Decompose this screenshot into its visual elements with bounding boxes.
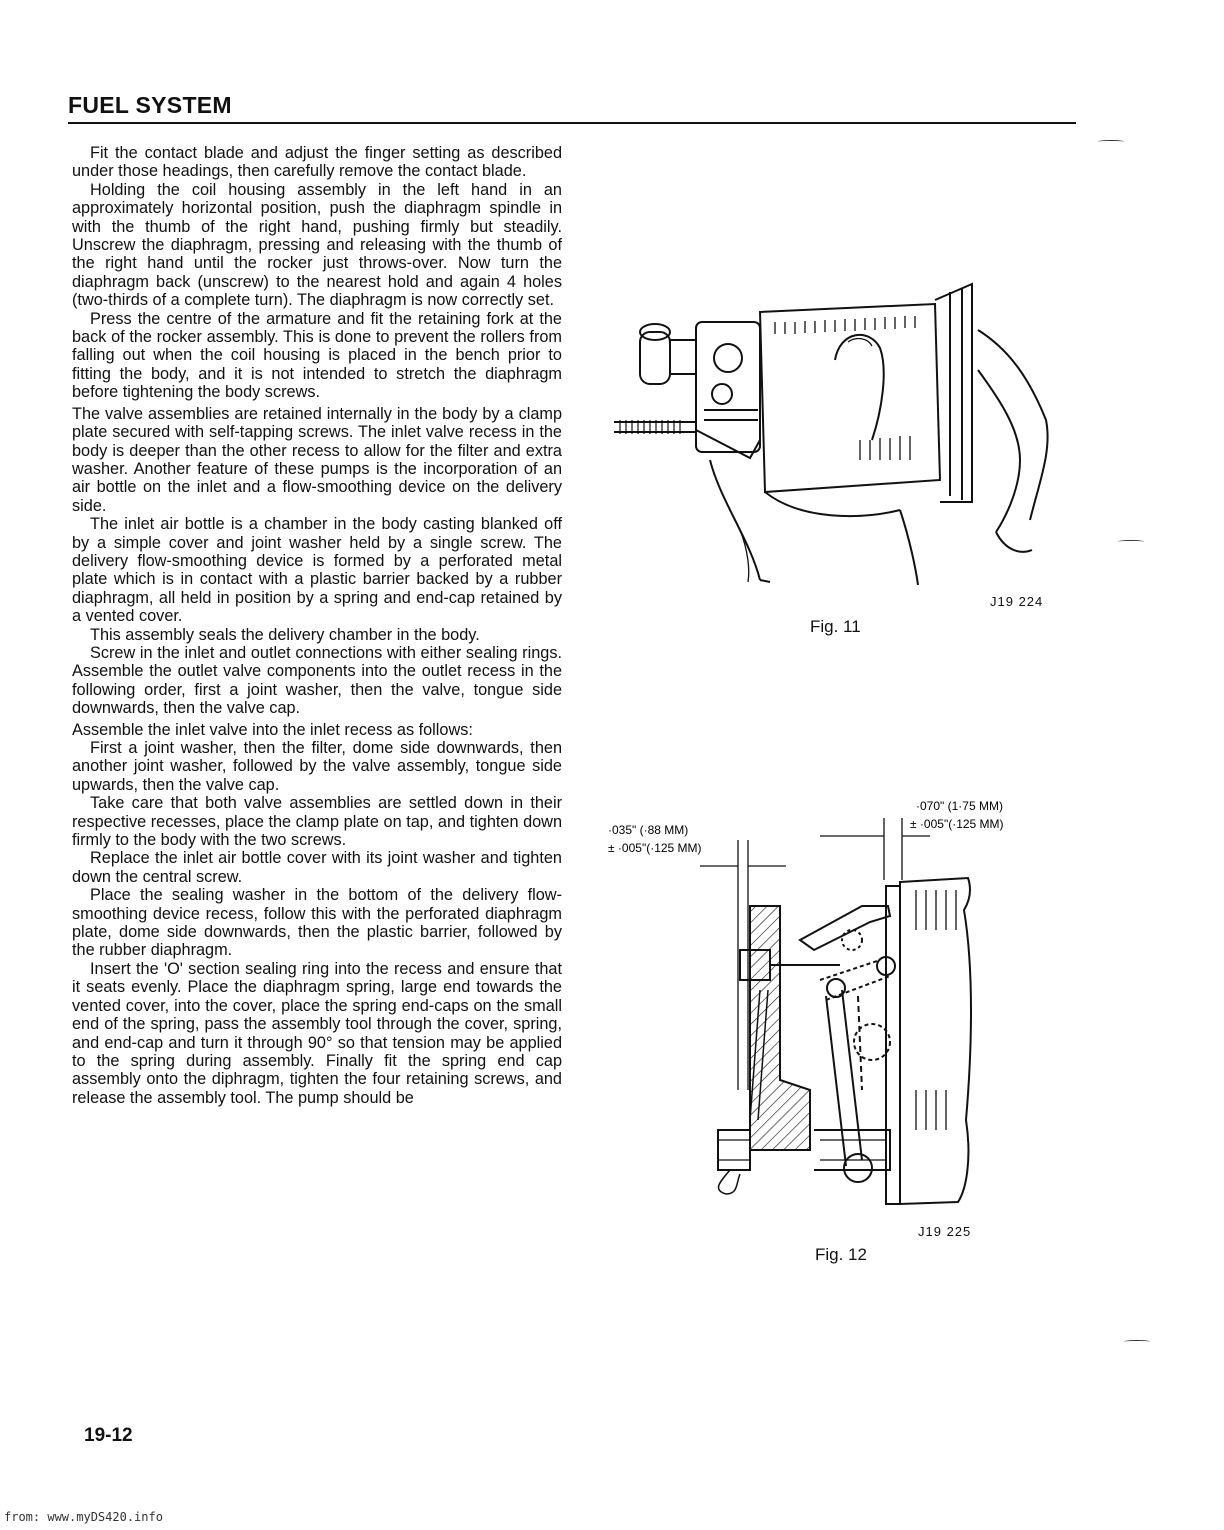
- page-number: 19-12: [84, 1425, 133, 1446]
- paragraph: Assemble the inlet valve into the inlet recess as follows:: [72, 720, 473, 739]
- source-footer: from: www.myDS420.info: [4, 1510, 163, 1524]
- paragraph: Press the centre of the armature and fit the retaining fork at the back of the rocker assembly. This is done to prevent the rollers from falling out when the coil housing is placed in the bench prior to fitting the body, and it is not intended to stretch the diaphragm before tightening the body screws.: [72, 309, 562, 402]
- fig12-dim-left-1: ·035" (·88 MM): [608, 823, 689, 837]
- margin-mark: [1098, 140, 1124, 143]
- paragraph: Place the sealing washer in the bottom of the delivery flow-smoothing device recess, follow this with the perforated diaphragm plate, dome side downwards, then the plastic barrier, followed by the rubber diaphragm.: [72, 886, 562, 960]
- fig12-code: J19 225: [918, 1224, 972, 1239]
- header-rule: [68, 122, 1076, 124]
- fig12-dim-left-2: ± ·005"(·125 MM): [608, 841, 702, 855]
- margin-mark: [1118, 540, 1144, 543]
- fig12-caption: Fig. 12: [815, 1245, 867, 1264]
- page-title: FUEL SYSTEM: [68, 92, 232, 118]
- fig12-illustration: [600, 790, 1060, 1210]
- paragraph: The valve assemblies are retained internally in the body by a clamp plate secured with self-tapping screws. The inlet valve recess in the body is deeper than the other recess to allow for the filter and extra washer. Another feature of these pumps is the incorporation of an air bottle on the inlet and a flow-smoothing device on the delivery side.: [72, 404, 562, 515]
- paragraph: This assembly seals the delivery chamber in the body.: [90, 625, 480, 644]
- fig11-illustration: [600, 270, 1060, 590]
- paragraph: Take care that both valve assemblies are settled down in their respective recesses, place the clamp plate on tap, and tighten down firmly to the body with the two screws.: [72, 794, 562, 850]
- fig11-caption: Fig. 11: [810, 617, 861, 636]
- body-text-column: [72, 144, 562, 1107]
- fig12-dim-right-2: ± ·005"(·125 MM): [910, 817, 1004, 831]
- paragraph: Insert the 'O' section sealing ring into the recess and ensure that it seats evenly. Place the diaphragm spring, large end towards the vented cover, into the cover, place the spring end-caps on the small end of the spring, pass the assembly tool through the cover, spring, and end-cap and turn it through 90° so that tension may be applied to the spring during assembly. Finally fit the spring end cap assembly onto the diphragm, tighten the four retaining screws, and release the assembly tool. The pump should be: [72, 959, 562, 1107]
- margin-mark: [1124, 1340, 1150, 1343]
- paragraph: Holding the coil housing assembly in the left hand in an approximately horizontal position, push the diaphragm spindle in with the thumb of the right hand, pushing firmly but steadily. Unscrew the diaphragm, pressing and releasing with the thumb of the right hand until the rocker just throws-over. Now turn the diaphragm back (unscrew) to the nearest hold and again 4 holes (two-thirds of a complete turn). The diaphragm is now correctly set.: [72, 180, 562, 310]
- paragraph: The inlet air bottle is a chamber in the body casting blanked off by a simple cover and joint washer held by a single screw. The delivery flow-smoothing device is formed by a perforated metal plate which is in contact with a plastic barrier backed by a rubber diaphragm, all held in position by a spring and end-cap retained by a vented cover.: [72, 515, 562, 626]
- paragraph: First a joint washer, then the filter, dome side downwards, then another joint washer, followed by the valve assembly, tongue side upwards, then the valve cap.: [72, 739, 562, 794]
- paragraph: Screw in the inlet and outlet connections with either sealing rings. Assemble the outlet valve components into the outlet recess in the following order, first a joint washer, then the valve, tongue side downwards, then the valve cap.: [72, 643, 562, 718]
- paragraph: Replace the inlet air bottle cover with its joint washer and tighten down the central screw.: [72, 849, 562, 886]
- fig11-code: J19 224: [990, 594, 1044, 609]
- paragraph: Fit the contact blade and adjust the finger setting as described under those headings, then carefully remove the contact blade.: [72, 144, 562, 181]
- fig12-dim-right-1: ·070" (1·75 MM): [916, 799, 1003, 813]
